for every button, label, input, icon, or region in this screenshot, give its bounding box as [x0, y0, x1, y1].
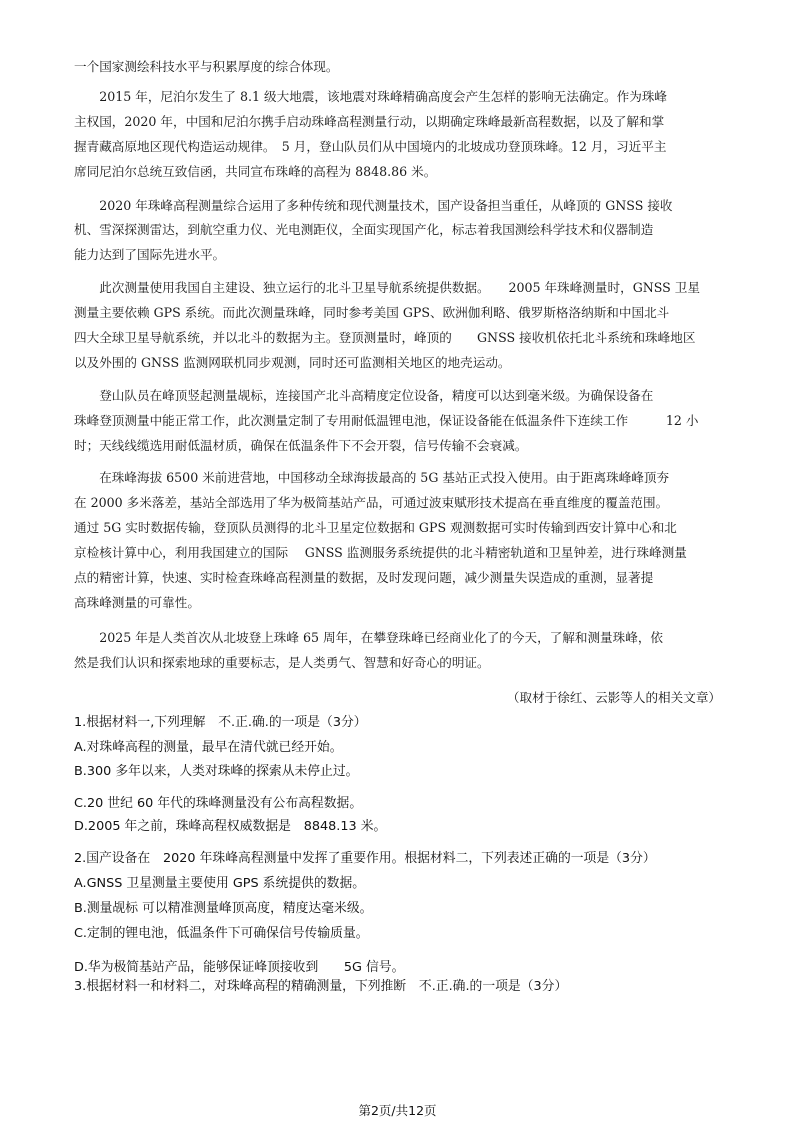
- paragraph-line: 珠峰登顶测量中能正常工作，此次测量定制了专用耐低温锂电池，保证设备能在低温条件下连续工作 12 小: [74, 413, 699, 428]
- paragraph-line: 机、雪深探测雷达，到航空重力仪、光电测距仪，全面实现国产化，标志着我国测绘科学技术和仪器制造: [74, 222, 654, 237]
- paragraph-line: 2015 年，尼泊尔发生了 8.1 级大地震，该地震对珠峰精确高度会产生怎样的影响无法确定。作为珠峰: [74, 89, 668, 104]
- question-2-option-c: C.定制的锂电池，低温条件下可确保信号传输质量。: [74, 926, 369, 941]
- page-number-footer: 第2页/共12页: [358, 1103, 437, 1118]
- paragraph-line: 登山队员在峰顶竖起测量觇标，连接国产北斗高精度定位设备，精度可以达到毫米级。为确保设备在: [74, 388, 654, 403]
- question-2-stem: 2.国产设备在 2020 年珠峰高程测量中发挥了重要作用。根据材料二，下列表述正确的一项是（3分）: [74, 851, 656, 866]
- question-1-stem: 1.根据材料一,下列理解 不.正.确.的一项是（3分）: [74, 715, 367, 730]
- paragraph-line: 以及外围的 GNSS 监测网联机同步观测，同时还可监测相关地区的地壳运动。: [74, 355, 511, 370]
- question-1-option-a: A.对珠峰高程的测量，最早在清代就已经开始。: [74, 740, 343, 755]
- paragraph-line: 在珠峰海拔 6500 米前进营地，中国移动全球海拔最高的 5G 基站正式投入使用。由于距离珠峰峰顶夯: [74, 470, 670, 485]
- question-1-option-c: C.20 世纪 60 年代的珠峰测量没有公布高程数据。: [74, 796, 363, 811]
- source-citation: （取材于徐红、云影等人的相关文章）: [506, 690, 721, 705]
- paragraph-line: 在 2000 多米落差，基站全部选用了华为极简基站产品，可通过波束赋形技术提高在垂直维度的覆盖范围。: [74, 495, 669, 510]
- paragraph-line: 握青藏高原地区现代构造运动规律。 5 月，登山队员们从中国境内的北坡成功登顶珠峰。12 月，习近平主: [74, 139, 667, 154]
- paragraph-line: 主权国，2020 年，中国和尼泊尔携手启动珠峰高程测量行动，以期确定珠峰最新高程数据，以及了解和掌: [74, 114, 665, 129]
- question-2-option-a: A.GNSS 卫星测量主要使用 GPS 系统提供的数据。: [74, 876, 366, 891]
- question-1-option-d: D.2005 年之前，珠峰高程权威数据是 8848.13 米。: [74, 819, 387, 834]
- paragraph-line: 测量主要依赖 GPS 系统。而此次测量珠峰，同时参考美国 GPS、欧洲伽利略、俄罗斯格洛纳斯和中国北斗: [74, 305, 670, 320]
- paragraph-line: 四大全球卫星导航系统，并以北斗的数据为主。登顶测量时，峰顶的 GNSS 接收机依托北斗系统和珠峰地区: [74, 330, 696, 345]
- paragraph-line: 然是我们认识和探索地球的重要标志，是人类勇气、智慧和好奇心的明证。: [74, 655, 490, 670]
- paragraph-line: 时；天线线缆选用耐低温材质，确保在低温条件下不会开裂，信号传输不会衰减。: [74, 438, 528, 453]
- paragraph-line: 一个国家测绘科技水平与积累厚度的综合体现。: [74, 59, 339, 74]
- question-2-option-d: D.华为极简基站产品，能够保证峰顶接收到 5G 信号。: [74, 960, 405, 975]
- paragraph-line: 通过 5G 实时数据传输，登顶队员测得的北斗卫星定位数据和 GPS 观测数据可实时传输到西安计算中心和北: [74, 520, 677, 535]
- question-1-option-b: B.300 多年以来，人类对珠峰的探索从未停止过。: [74, 764, 359, 779]
- paragraph-line: 2020 年珠峰高程测量综合运用了多种传统和现代测量技术，国产设备担当重任，从峰顶的 GNSS 接收: [74, 198, 673, 213]
- paragraph-line: 此次测量使用我国自主建设、独立运行的北斗卫星导航系统提供数据。 2005 年珠峰测量时，GNSS 卫星: [74, 280, 700, 295]
- paragraph-line: 席同尼泊尔总统互致信函，共同宣布珠峰的高程为 8848.86 米。: [74, 164, 437, 179]
- paragraph-line: 点的精密计算，快速、实时检查珠峰高程测量的数据，及时发现问题，减少测量失误造成的重测，显著提: [74, 570, 654, 585]
- paragraph-line: 能力达到了国际先进水平。: [74, 247, 226, 262]
- question-2-option-b: B.测量觇标 可以精准测量峰顶高度，精度达毫米级。: [74, 901, 373, 916]
- paragraph-line: 2025 年是人类首次从北坡登上珠峰 65 周年，在攀登珠峰已经商业化了的今天，了解和测量珠峰，依: [74, 630, 664, 645]
- paragraph-line: 高珠峰测量的可靠性。: [74, 595, 200, 610]
- question-3-stem: 3.根据材料一和材料二，对珠峰高程的精确测量，下列推断 不.正.确.的一项是（3分）: [74, 979, 568, 994]
- paragraph-line: 京检核计算中心，利用我国建立的国际 GNSS 监测服务系统提供的北斗精密轨道和卫星钟差，进行珠峰测量: [74, 545, 687, 560]
